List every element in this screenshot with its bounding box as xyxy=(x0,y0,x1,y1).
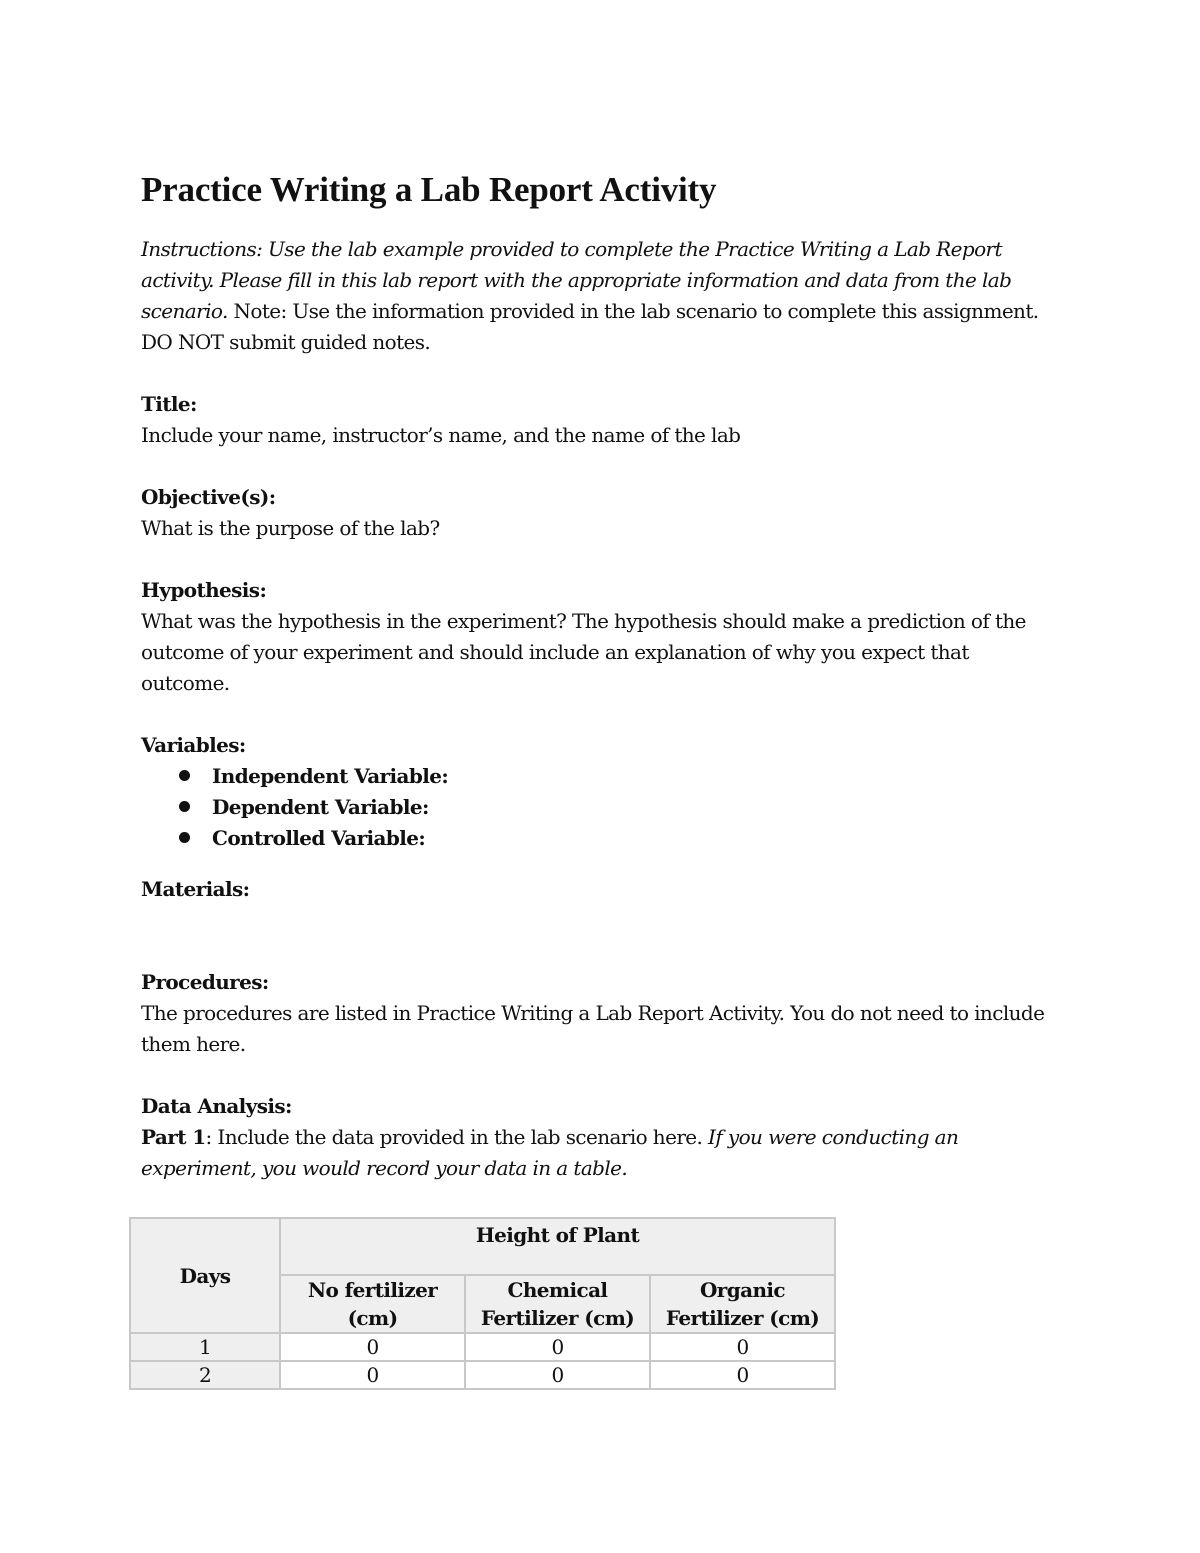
instructions-note: Note: Use the information provided in the lab scenario to complete this assignment. DO NOT submit guided notes. xyxy=(141,299,1039,354)
title-label: Title: xyxy=(141,392,197,416)
document-body xyxy=(141,168,1061,1184)
table-cell: 0 xyxy=(650,1333,835,1361)
section-hypothesis xyxy=(141,575,1061,699)
organic-fertilizer-header: Organic Fertilizer (cm) xyxy=(650,1275,835,1333)
list-item xyxy=(179,823,1061,854)
part1-italic: If you were conducting an experiment, you would record your data in a table. xyxy=(141,1125,959,1180)
section-variables xyxy=(141,730,1061,854)
instructions-paragraph xyxy=(141,234,1061,358)
section-materials xyxy=(141,874,1061,905)
data-analysis-label: Data Analysis: xyxy=(141,1094,292,1118)
table-cell: 1 xyxy=(130,1333,280,1361)
part1-text: : Include the data provided in the lab scenario here. xyxy=(205,1125,709,1149)
section-procedures xyxy=(141,967,1061,1060)
bullet-icon xyxy=(179,801,190,812)
chemical-fertilizer-header: Chemical Fertilizer (cm) xyxy=(465,1275,650,1333)
title-text: Include your name, instructor’s name, and the name of the lab xyxy=(141,423,741,447)
no-fertilizer-header: No fertilizer (cm) xyxy=(280,1275,465,1333)
table-cell: 0 xyxy=(650,1361,835,1389)
procedures-text: The procedures are listed in Practice Writing a Lab Report Activity. You do not need to include them here. xyxy=(141,1001,1045,1056)
objectives-label: Objective(s): xyxy=(141,485,276,509)
table-cell: 0 xyxy=(465,1333,650,1361)
data-analysis-part1 xyxy=(141,1122,1061,1184)
page-title: Practice Writing a Lab Report Activity xyxy=(141,170,717,209)
variable-independent: Independent Variable: xyxy=(212,764,449,788)
objectives-text: What is the purpose of the lab? xyxy=(141,516,440,540)
table-cell: 0 xyxy=(465,1361,650,1389)
table-cell: 2 xyxy=(130,1361,280,1389)
list-item xyxy=(179,761,1061,792)
days-header: Days xyxy=(130,1218,280,1333)
variables-list xyxy=(141,761,1061,854)
table-header-row xyxy=(130,1218,835,1275)
hypothesis-text: What was the hypothesis in the experiment? The hypothesis should make a prediction of the outcome of your experiment and should include an explanation of why you expect that outcome. xyxy=(141,609,1026,695)
height-of-plant-header: Height of Plant xyxy=(280,1218,835,1275)
section-title xyxy=(141,389,1061,451)
section-objectives xyxy=(141,482,1061,544)
section-data-analysis xyxy=(141,1091,1061,1184)
variable-dependent: Dependent Variable: xyxy=(212,795,429,819)
plant-height-table xyxy=(129,1217,836,1390)
variable-controlled: Controlled Variable: xyxy=(212,826,426,850)
instructions-italic: Instructions: Use the lab example provided to complete the Practice Writing a Lab Report activity. Please fill in this lab report with the appropriate information and data from the lab scenario. xyxy=(141,237,1012,323)
procedures-label: Procedures: xyxy=(141,970,269,994)
hypothesis-label: Hypothesis: xyxy=(141,578,267,602)
list-item xyxy=(179,792,1061,823)
table-cell: 0 xyxy=(280,1361,465,1389)
materials-label: Materials: xyxy=(141,877,250,901)
table-row xyxy=(130,1333,835,1361)
bullet-icon xyxy=(179,832,190,843)
part1-label: Part 1 xyxy=(141,1125,206,1149)
variables-label: Variables: xyxy=(141,733,246,757)
table-cell: 0 xyxy=(280,1333,465,1361)
bullet-icon xyxy=(179,770,190,781)
table-row xyxy=(130,1361,835,1389)
